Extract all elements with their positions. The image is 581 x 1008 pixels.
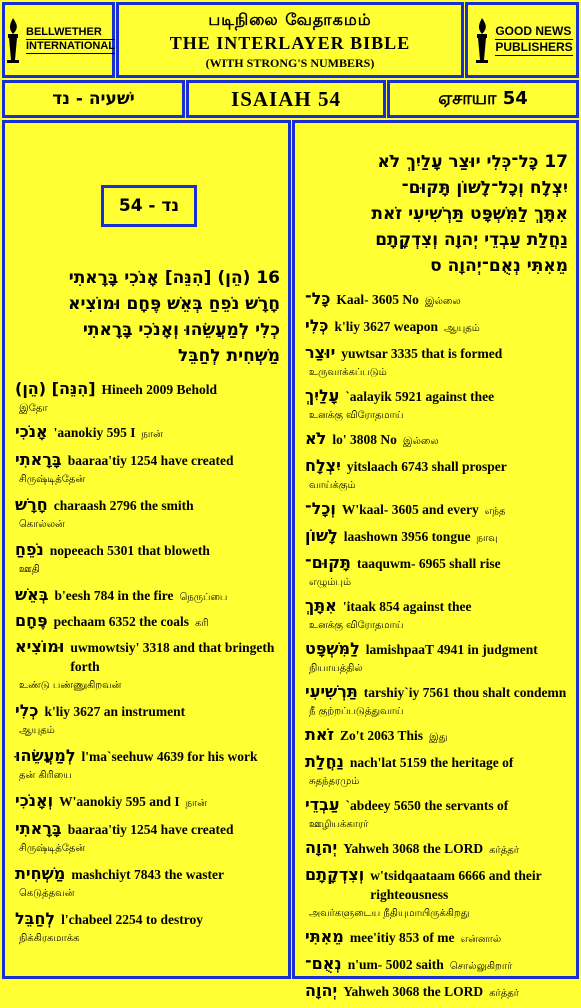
word-entry [15, 637, 280, 695]
right-word-list [305, 289, 568, 1008]
hebrew-word: כְּלִי [305, 316, 329, 335]
word-entry [305, 865, 568, 923]
word-entry [305, 316, 568, 338]
book-title: ISAIAH 54 [231, 86, 341, 111]
english-gloss: baaraa'tiy 1254 have created [67, 453, 234, 468]
hebrew-word: חָרָשׁ [15, 495, 48, 514]
word-entry [15, 791, 280, 813]
word-entry [305, 795, 568, 834]
english-gloss: W'aanokiy 595 and I [59, 794, 180, 809]
tamil-gloss: கொல்லன் [19, 519, 65, 530]
tamil-gloss: உனக்கு விரோதமாய் [309, 410, 404, 421]
tamil-gloss: சொல்லுகிறார் [449, 961, 513, 972]
tamil-gloss: நீ குற்றப்படுத்துவாய் [309, 706, 404, 717]
hebrew-word: לֹא [305, 429, 327, 448]
hebrew-word: לְמַעֲשֵׂהוּ [15, 746, 76, 765]
english-gloss: lamishpaaT 4941 in judgment [365, 642, 538, 657]
word-entry [305, 456, 568, 495]
bar-center [186, 80, 386, 118]
hebrew-word: בְּאֵשׁ [15, 585, 49, 604]
hebrew-word: וְצִדְקָתָם [305, 865, 365, 884]
tamil-gloss: ஆயுதம் [443, 323, 480, 334]
hebrew-word: יְהוָה [305, 838, 338, 857]
hebrew-word: נַחֲלַת [305, 752, 344, 771]
tamil-gloss: கெடுத்தவன் [19, 888, 75, 899]
tamil-gloss: கரி [195, 618, 209, 629]
tamil-gloss: சிருஷ்டித்தேன் [19, 474, 86, 485]
hebrew-word: בָּרָאתִי [15, 819, 62, 838]
tamil-gloss: எந்த [484, 506, 506, 517]
tamil-gloss: இதோ [19, 403, 48, 414]
hebrew-word: אִתָּךְ [305, 596, 337, 615]
bar-right [387, 80, 579, 118]
tamil-gloss: தன் கிரியை [19, 770, 72, 781]
word-entry [15, 495, 280, 534]
tamil-gloss: உண்டு பண்ணுகிறவன் [19, 680, 122, 691]
tamil-gloss: நியாயத்தில் [309, 663, 363, 674]
english-gloss: 'itaak 854 against thee [342, 599, 472, 614]
english-gloss: n'um- 5002 saith [347, 957, 444, 972]
word-entry [305, 927, 568, 949]
english-gloss: b'eesh 784 in the fire [54, 588, 174, 603]
word-entry [305, 596, 568, 635]
title-english: THE INTERLAYER BIBLE [169, 33, 411, 53]
english-gloss: nopeeach 5301 that bloweth [49, 543, 210, 558]
verse-line: אִתָּךְ לַמִּשְׁפָּט תַּרְשִׁיעִי זֹאת [371, 204, 568, 224]
english-gloss: W'kaal- 3605 and every [341, 502, 479, 517]
tamil-gloss: வாய்க்கும் [309, 480, 356, 491]
tamil-gloss: கர்த்தர் [489, 845, 519, 856]
left-logo-box [2, 2, 115, 78]
chapter-box [101, 185, 197, 227]
tamil-gloss: ஆயுதம் [19, 725, 55, 736]
right-verse [305, 149, 568, 279]
hebrew-word: יְהוָה [305, 981, 338, 1000]
tamil-gloss: அவர்களுடைய நீதியுமாயிருக்கிறது [309, 908, 470, 919]
word-entry [15, 746, 280, 785]
tamil-gloss: இல்லை [402, 436, 439, 447]
word-entry [305, 553, 568, 592]
title-tamil: படிநிலை வேதாகமம் [208, 10, 372, 29]
english-gloss: pechaam 6352 the coals [53, 614, 190, 629]
english-gloss: yitslaach 6743 shall prosper [346, 459, 507, 474]
hebrew-word: יִצְלָח [305, 456, 341, 475]
english-gloss: `abdeey 5650 the servants of [345, 798, 509, 813]
word-entry [305, 499, 568, 521]
word-entry [15, 864, 280, 903]
word-entry [305, 682, 568, 721]
tamil-gloss: உருவாக்கப்படும் [309, 367, 387, 378]
english-gloss: mashchiyt 7843 the waster [71, 867, 224, 882]
hebrew-word: וּמוֹצִיא [15, 637, 65, 656]
verse-line: מֵאִתִּי נְאֻם־יְהוָה ס [430, 256, 568, 276]
tamil-gloss: நான் [185, 798, 207, 809]
english-gloss: k'liy 3627 an instrument [44, 704, 186, 719]
word-entry [15, 450, 280, 489]
english-gloss: w'tsidqaataam 6666 and their righteousness [370, 868, 542, 902]
book-tamil: ஏசாயா 54 [438, 87, 528, 109]
english-gloss: Kaal- 3605 No [336, 292, 419, 307]
english-gloss: uwmowtsiy' 3318 and that bringeth forth [70, 640, 275, 674]
hebrew-word: תַּרְשִׁיעִי [305, 682, 358, 701]
english-gloss: l'ma`seehuw 4639 for his work [81, 749, 258, 764]
subtitle: (WITH STRONG'S NUMBERS) [205, 56, 375, 70]
tamil-gloss: இது [429, 732, 448, 743]
hebrew-word: עָלַיִךְ [305, 386, 340, 405]
tamil-gloss: சுதந்தரமும் [309, 776, 360, 787]
logo-line-2: INTERNATIONAL [26, 40, 116, 52]
hebrew-word: נֹפֵחַ [15, 540, 44, 559]
english-gloss: mee'itiy 853 of me [349, 930, 455, 945]
hebrew-word: תָּקוּם־ [305, 553, 351, 572]
word-entry [15, 611, 280, 633]
english-gloss: yuwtsar 3335 that is formed [341, 346, 503, 361]
torch-icon [471, 16, 493, 64]
english-gloss: Yahweh 3068 the LORD [343, 984, 484, 999]
word-entry [305, 752, 568, 791]
english-gloss: 'aanokiy 595 I [53, 425, 136, 440]
book-hebrew: ישׁעיה - נד [52, 89, 135, 109]
hebrew-word: פֶּחָם [15, 611, 48, 630]
word-entry [305, 386, 568, 425]
word-entry [15, 819, 280, 858]
word-entry [305, 981, 568, 1003]
left-verse [15, 265, 280, 369]
word-entry [305, 838, 568, 860]
tamil-gloss: இல்லை [424, 296, 461, 307]
tamil-gloss: நெருப்பை [179, 592, 228, 603]
english-gloss: lo' 3808 No [332, 432, 397, 447]
hebrew-word: כְלִי [15, 701, 39, 720]
verse-line: יִצְלָח וְכָל־לָשׁוֹן תָּקוּם־ [401, 178, 568, 198]
hebrew-word: מֵאִתִּי [305, 927, 344, 946]
word-entry [305, 526, 568, 548]
verse-line: חָרָשׁ נֹפֵחַ בְּאֵשׁ פֶּחָם וּמוֹצִיא [68, 294, 280, 314]
tamil-gloss: கர்த்தர் [489, 988, 519, 999]
word-entry [15, 909, 280, 948]
chapter-label: 54 - נד [118, 196, 180, 216]
english-gloss: nach'lat 5159 the heritage of [349, 755, 514, 770]
hebrew-word: עַבְדֵי [305, 795, 340, 814]
verse-line: 16 (הֵן) [הִנֵּה] אָנֹכִי בָּרָאתִי [68, 268, 280, 288]
hebrew-word: לַמִּשְׁפָּט [305, 639, 360, 658]
word-entry [15, 379, 280, 418]
left-word-list [15, 379, 280, 954]
tamil-gloss: என்னால் [460, 934, 502, 945]
tamil-gloss: எழும்பும் [309, 577, 352, 588]
english-gloss: k'liy 3627 weapon [334, 319, 438, 334]
tamil-gloss: ஊதி [19, 564, 40, 575]
title-box [116, 2, 464, 78]
english-gloss: laashown 3956 tongue [343, 529, 471, 544]
hebrew-word: מַשְׁחִית [15, 864, 66, 883]
torch-icon [2, 16, 24, 64]
hebrew-word: לָשׁוֹן [305, 526, 338, 545]
good-news-logo [468, 5, 576, 75]
tamil-gloss: சிருஷ்டித்தேன் [19, 843, 86, 854]
bellwether-logo [5, 5, 116, 75]
logo-line-1: GOOD NEWS [495, 24, 572, 38]
tamil-gloss: ஊழியக்காரர் [309, 819, 369, 830]
hebrew-word: (הֵן) [הִנֵּה] [15, 379, 96, 398]
word-entry [305, 639, 568, 678]
hebrew-word: לְחַבֵּל [15, 909, 56, 928]
word-entry [305, 725, 568, 747]
hebrew-word: אָנֹכִי [15, 422, 48, 441]
hebrew-word: וְכָל־ [305, 499, 336, 518]
hebrew-word: כָּל־ [305, 289, 331, 308]
logo-line-2: PUBLISHERS [495, 40, 573, 54]
english-gloss: l'chabeel 2254 to destroy [61, 912, 203, 927]
tamil-gloss: நிக்கிரகமாக்க [19, 933, 80, 944]
verse-line: כְלִי לְמַעֲשֵׂהוּ וְאָנֹכִי בָּרָאתִי [82, 320, 280, 340]
tamil-gloss: நான் [141, 429, 163, 440]
hebrew-word: נְאֻם־ [305, 954, 342, 973]
verse-line: נַחֲלַת עַבְדֵי יְהוָה וְצִדְקָתָם [375, 230, 568, 250]
verse-line: 17 כָּל־כְּלִי יוּצַר עָלַיִךְ לֹא [377, 152, 568, 172]
word-entry [305, 954, 568, 976]
word-entry [15, 540, 280, 579]
hebrew-word: יוּצַר [305, 343, 336, 362]
word-entry [15, 585, 280, 607]
english-gloss: taaquwm- 6965 shall rise [356, 556, 501, 571]
english-gloss: `aalayik 5921 against thee [345, 389, 495, 404]
english-gloss: Zo't 2063 This [339, 728, 424, 743]
hebrew-word: זֹאת [305, 725, 334, 744]
english-gloss: charaash 2796 the smith [53, 498, 194, 513]
word-entry [305, 429, 568, 451]
right-logo-box [465, 2, 579, 78]
logo-line-1: BELLWETHER [26, 26, 115, 40]
hebrew-word: בָּרָאתִי [15, 450, 62, 469]
verse-line: מַשְׁחִית לְחַבֵּל [177, 346, 280, 366]
english-gloss: Hineeh 2009 Behold [101, 382, 218, 397]
tamil-gloss: நாவு [476, 533, 498, 544]
english-gloss: baaraa'tiy 1254 have created [67, 822, 234, 837]
left-column [2, 120, 291, 979]
tamil-gloss: உனக்கு விரோதமாய் [309, 620, 404, 631]
word-entry [15, 422, 280, 444]
word-entry [305, 289, 568, 311]
bar-left [2, 80, 185, 118]
hebrew-word: וְאָנֹכִי [15, 791, 54, 810]
english-gloss: tarshiy`iy 7561 thou shalt condemn [363, 685, 567, 700]
word-entry [305, 343, 568, 382]
word-entry [15, 701, 280, 740]
english-gloss: Yahweh 3068 the LORD [343, 841, 484, 856]
right-column [292, 120, 579, 1000]
